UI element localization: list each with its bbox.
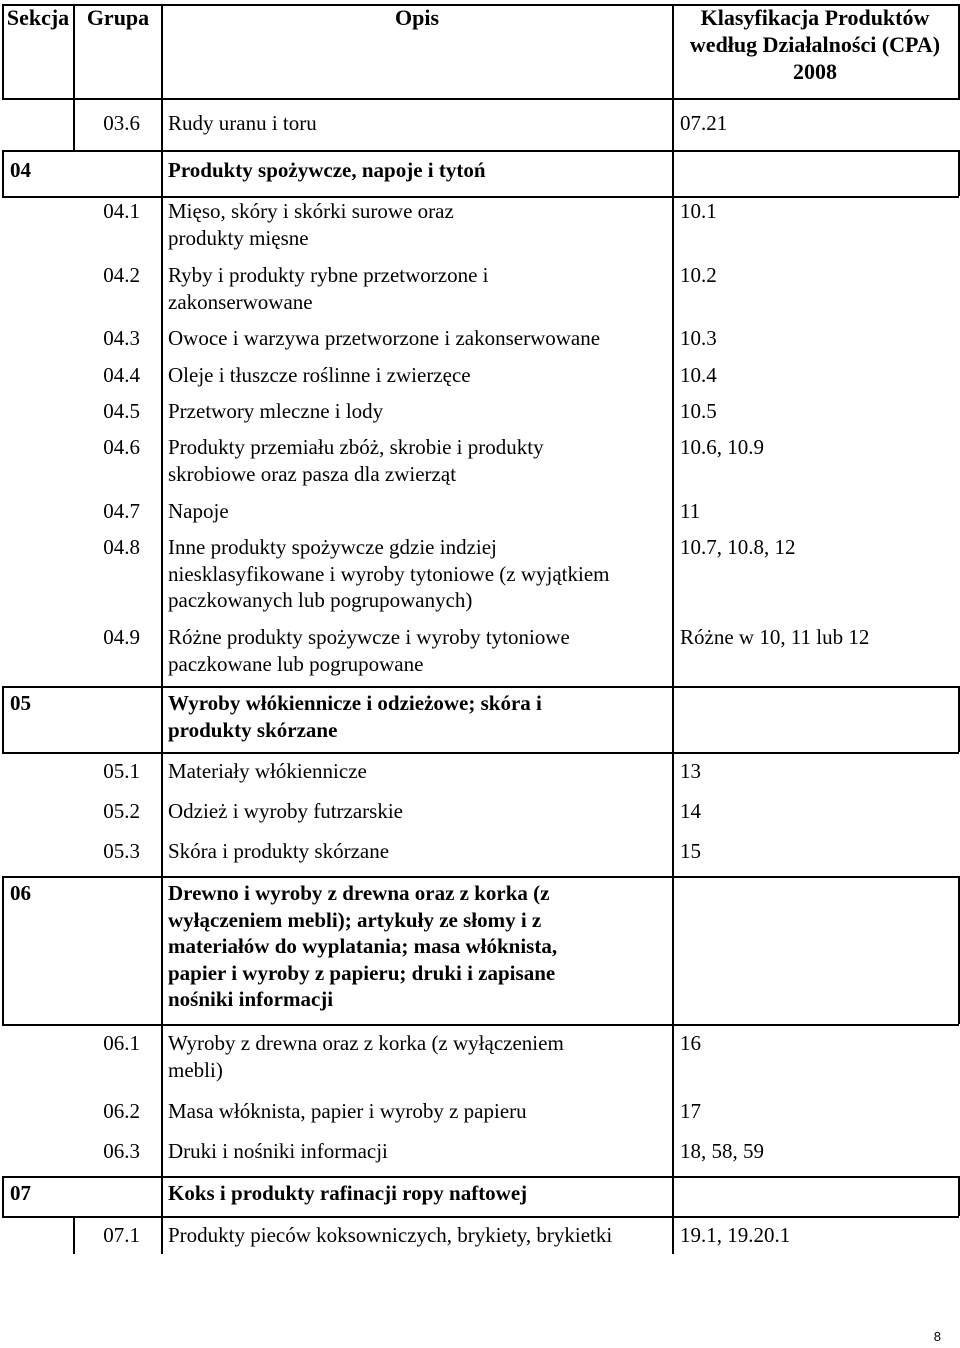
grupa-cell: 05.1 bbox=[103, 759, 140, 783]
opis-line: Rudy uranu i toru bbox=[168, 111, 317, 135]
opis-cell bbox=[168, 624, 570, 677]
opis-cell bbox=[168, 1030, 564, 1083]
header-opis: Opis bbox=[394, 5, 440, 30]
header-bottom-border bbox=[2, 98, 959, 100]
section-row-border bbox=[2, 150, 959, 152]
header-sekcja: Sekcja bbox=[6, 5, 70, 30]
opis-line: Mięso, skóry i skórki surowe oraz bbox=[168, 199, 454, 223]
section-row-border bbox=[2, 752, 959, 754]
section-row-border bbox=[2, 1216, 959, 1218]
grupa-cell: 04.1 bbox=[103, 199, 140, 223]
opis-line: Produkty spożywcze, napoje i tytoń bbox=[168, 158, 486, 182]
cpa-cell: 10.5 bbox=[680, 399, 717, 423]
opis-line: Inne produkty spożywcze gdzie indziej bbox=[168, 535, 497, 559]
column-divider bbox=[2, 4, 4, 100]
cpa-cell: 10.4 bbox=[680, 363, 717, 387]
opis-line: Wyroby z drewna oraz z korka (z wyłączeniem bbox=[168, 1031, 564, 1055]
opis-line: Masa włóknista, papier i wyroby z papieru bbox=[168, 1099, 527, 1123]
grupa-cell: 04.2 bbox=[103, 263, 140, 287]
section-row-border bbox=[2, 686, 4, 752]
opis-line: zakonserwowane bbox=[168, 289, 313, 314]
page-number: 8 bbox=[933, 1329, 941, 1344]
opis-line: skrobiowe oraz pasza dla zwierząt bbox=[168, 461, 457, 486]
column-divider bbox=[73, 1216, 75, 1254]
column-divider bbox=[672, 4, 674, 100]
column-divider bbox=[161, 98, 163, 1254]
opis-line: paczkowanych lub pogrupowanych) bbox=[168, 588, 473, 612]
opis-cell bbox=[168, 798, 403, 825]
opis-line: Owoce i warzywa przetworzone i zakonserwowane bbox=[168, 326, 601, 350]
grupa-cell: 03.6 bbox=[103, 111, 140, 135]
grupa-cell: 04.9 bbox=[103, 625, 140, 649]
header-cpa-line2: według Działalności (CPA) bbox=[689, 32, 941, 57]
opis-line: Ryby i produkty rybne przetworzone i bbox=[168, 263, 489, 287]
sekcja-cell: 04 bbox=[10, 158, 31, 182]
grupa-cell: 04.3 bbox=[103, 326, 140, 350]
opis-cell bbox=[168, 690, 542, 743]
cpa-cell: 10.2 bbox=[680, 263, 717, 287]
grupa-cell: 06.3 bbox=[103, 1139, 140, 1163]
cpa-cell: 10.7, 10.8, 12 bbox=[680, 535, 796, 559]
section-row-border bbox=[2, 196, 959, 198]
column-divider bbox=[73, 98, 75, 152]
opis-cell bbox=[168, 262, 489, 315]
section-row-border bbox=[2, 150, 4, 196]
opis-line: Drewno i wyroby z drewna oraz z korka (z bbox=[168, 881, 550, 905]
grupa-cell: 04.6 bbox=[103, 435, 140, 459]
cpa-cell: 07.21 bbox=[680, 111, 728, 135]
opis-line: wyłączeniem mebli); artykuły ze słomy i z bbox=[168, 907, 542, 932]
column-divider bbox=[672, 98, 674, 1254]
opis-line: Koks i produkty rafinacji ropy naftowej bbox=[168, 1181, 528, 1205]
opis-cell bbox=[168, 1180, 527, 1207]
cpa-cell: 14 bbox=[680, 799, 701, 823]
opis-cell bbox=[168, 110, 317, 137]
column-divider bbox=[73, 4, 75, 100]
sekcja-cell: 07 bbox=[10, 1181, 31, 1205]
table-top-border bbox=[2, 4, 959, 6]
cpa-cell: 16 bbox=[680, 1031, 701, 1055]
opis-cell bbox=[168, 434, 544, 487]
grupa-cell: 06.2 bbox=[103, 1099, 140, 1123]
cpa-cell: 10.6, 10.9 bbox=[680, 435, 764, 459]
cpa-cell: 10.1 bbox=[680, 199, 717, 223]
sekcja-cell: 05 bbox=[10, 691, 31, 715]
opis-cell bbox=[168, 534, 609, 614]
cpa-cell: 17 bbox=[680, 1099, 701, 1123]
opis-line: mebli) bbox=[168, 1057, 223, 1082]
opis-line: Wyroby włókiennicze i odzieżowe; skóra i bbox=[168, 691, 542, 715]
grupa-cell: 04.8 bbox=[103, 535, 140, 559]
header-cpa-line1: Klasyfikacja Produktów bbox=[700, 5, 930, 30]
opis-line: Produkty pieców koksowniczych, brykiety, brykietki bbox=[168, 1223, 613, 1247]
cpa-cell: 11 bbox=[680, 499, 701, 523]
opis-cell bbox=[168, 198, 454, 251]
opis-cell bbox=[168, 1138, 388, 1165]
opis-line: Oleje i tłuszcze roślinne i zwierzęce bbox=[168, 363, 471, 387]
opis-line: Materiały włókiennicze bbox=[168, 759, 367, 783]
opis-line: Napoje bbox=[168, 499, 229, 523]
opis-line: Druki i nośniki informacji bbox=[168, 1139, 388, 1163]
opis-line: niesklasyfikowane i wyroby tytoniowe (z wyjątkiem bbox=[168, 561, 610, 586]
opis-line: Odzież i wyroby futrzarskie bbox=[168, 799, 403, 823]
section-row-border bbox=[2, 876, 4, 1024]
opis-cell bbox=[168, 758, 367, 785]
grupa-cell: 05.3 bbox=[103, 839, 140, 863]
cpa-cell: 15 bbox=[680, 839, 701, 863]
column-divider bbox=[161, 4, 163, 100]
cpa-cell: 10.3 bbox=[680, 326, 717, 350]
opis-line: Produkty przemiału zbóż, skrobie i produkty bbox=[168, 435, 544, 459]
opis-cell bbox=[168, 1098, 527, 1125]
opis-cell bbox=[168, 362, 471, 389]
cpa-cell: 18, 58, 59 bbox=[680, 1139, 764, 1163]
grupa-cell: 06.1 bbox=[103, 1031, 140, 1055]
opis-line: produkty skórzane bbox=[168, 717, 338, 742]
grupa-cell: 04.4 bbox=[103, 363, 140, 387]
grupa-cell: 07.1 bbox=[103, 1223, 140, 1247]
opis-cell bbox=[168, 838, 389, 865]
opis-line: Przetwory mleczne i lody bbox=[168, 399, 384, 423]
opis-line: produkty mięsne bbox=[168, 225, 309, 250]
section-row-border bbox=[2, 1024, 959, 1026]
cpa-cell: 19.1, 19.20.1 bbox=[680, 1223, 791, 1247]
grupa-cell: 04.7 bbox=[103, 499, 140, 523]
opis-line: paczkowane lub pogrupowane bbox=[168, 651, 424, 676]
opis-cell bbox=[168, 1222, 612, 1249]
opis-line: Różne produkty spożywcze i wyroby tytoniowe bbox=[168, 625, 570, 649]
section-row-border bbox=[2, 1176, 4, 1216]
grupa-cell: 05.2 bbox=[103, 799, 140, 823]
opis-cell bbox=[168, 398, 383, 425]
grupa-cell: 04.5 bbox=[103, 399, 140, 423]
section-row-border bbox=[2, 686, 959, 688]
opis-cell bbox=[168, 880, 557, 1013]
opis-cell bbox=[168, 325, 600, 352]
header-cpa-line3: 2008 bbox=[793, 59, 837, 84]
opis-cell bbox=[168, 157, 486, 184]
opis-line: papier i wyroby z papieru; druki i zapisane bbox=[168, 960, 556, 985]
section-row-border bbox=[2, 876, 959, 878]
opis-line: Skóra i produkty skórzane bbox=[168, 839, 390, 863]
header-grupa: Grupa bbox=[86, 5, 150, 30]
opis-line: materiałów do wyplatania; masa włóknista, bbox=[168, 934, 558, 958]
cpa-cell: 13 bbox=[680, 759, 701, 783]
section-row-border bbox=[2, 1176, 959, 1178]
opis-line: nośniki informacji bbox=[168, 987, 334, 1011]
opis-cell bbox=[168, 498, 229, 525]
header-cpa bbox=[672, 4, 958, 85]
sekcja-cell: 06 bbox=[10, 881, 31, 905]
cpa-cell: Różne w 10, 11 lub 12 bbox=[680, 625, 870, 649]
